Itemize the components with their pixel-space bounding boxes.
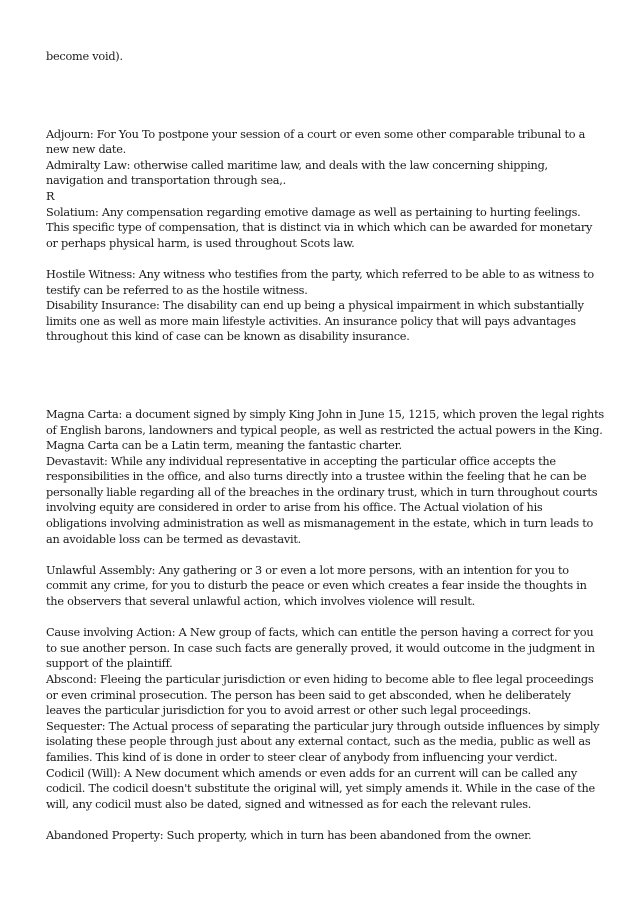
paragraph-gap [46, 65, 606, 127]
paragraph: Devastavit: While any individual representative in accepting the particular office accepts the responsibilities in the office, and also turns directly into a trustee within the feeling that he can be personally liable regarding all of the breaches in the ordinary trust, which in turn throughout courts involving equity are considered in order to arise from his office. The Actual violation of his obligations involving administration as well as mismanagement in the estate, which in turn leads to an avoidable loss can be termed as devastavit. [46, 454, 598, 546]
paragraph: Solatium: Any compensation regarding emotive damage as well as pertaining to hurting feelings. This specific type of compensation, that is distinct via in which which can be awarded for monetary or perhaps physical harm, is used throughout Scots law. [46, 205, 593, 250]
paragraph-gap [46, 547, 606, 563]
paragraph: Hostile Witness: Any witness who testifies from the party, which referred to be able to as witness to testify can be referred to as the hostile witness. [46, 267, 594, 297]
document-page [46, 49, 606, 844]
paragraph: Abscond: Fleeing the particular jurisdiction or even hiding to become able to flee legal proceedings or even criminal prosecution. The person has been said to get absconded, when he deliberately leaves the particular jurisdiction for you to avoid arrest or other such legal proceedings. [46, 673, 594, 718]
paragraph: Abandoned Property: Such property, which in turn has been abandoned from the owner. [46, 828, 532, 842]
paragraph: Magna Carta can be a Latin term, meaning the fantastic charter. [46, 439, 402, 453]
paragraph: Disability Insurance: The disability can end up being a physical impairment in which substantially limits one as well as more main lifestyle activities. An insurance policy that will pays advantages throughout this kind of case can be known as disability insurance. [46, 299, 584, 344]
paragraph: Admiralty Law: otherwise called maritime law, and deals with the law concerning shipping, navigation and transportation through sea,. [46, 158, 548, 188]
paragraph: Adjourn: For You To postpone your session of a court or even some other comparable tribunal to a new new date. [46, 127, 586, 157]
paragraph: Sequester: The Actual process of separating the particular jury through outside influences by simply isolating these people through just about any external contact, such as the media, public as well as families. This kind of is done in order to steer clear of anybody from influencing your verdict. [46, 719, 600, 764]
paragraph: Cause involving Action: A New group of facts, which can entitle the person having a correct for you to sue another person. In case such facts are generally proved, it would outcome in the judgment in support of the plaintiff. [46, 626, 595, 671]
paragraph: Magna Carta: a document signed by simply King John in June 15, 1215, which proven the legal rights of English barons, landowners and typical people, as well as restricted the actual powers in the King. [46, 407, 604, 437]
paragraph: become void). [46, 50, 123, 63]
paragraph-gap [46, 251, 606, 267]
paragraph-gap [46, 812, 606, 828]
paragraph-gap [46, 345, 606, 407]
paragraph: R [46, 189, 55, 203]
paragraph: Unlawful Assembly: Any gathering or 3 or even a lot more persons, with an intention for you to commit any crime, for you to disturb the peace or even which creates a fear inside the thoughts in the observers that several unlawful action, which involves violence will result. [46, 563, 587, 609]
paragraph: Codicil (Will): A New document which amends or even adds for an current will can be called any codicil. The codicil doesn't substitute the original will, yet simply amends it. While in the case of the will, any codicil must also be dated, signed and witnessed as for each the relevant rules. [46, 766, 595, 811]
paragraph-gap [46, 610, 606, 626]
